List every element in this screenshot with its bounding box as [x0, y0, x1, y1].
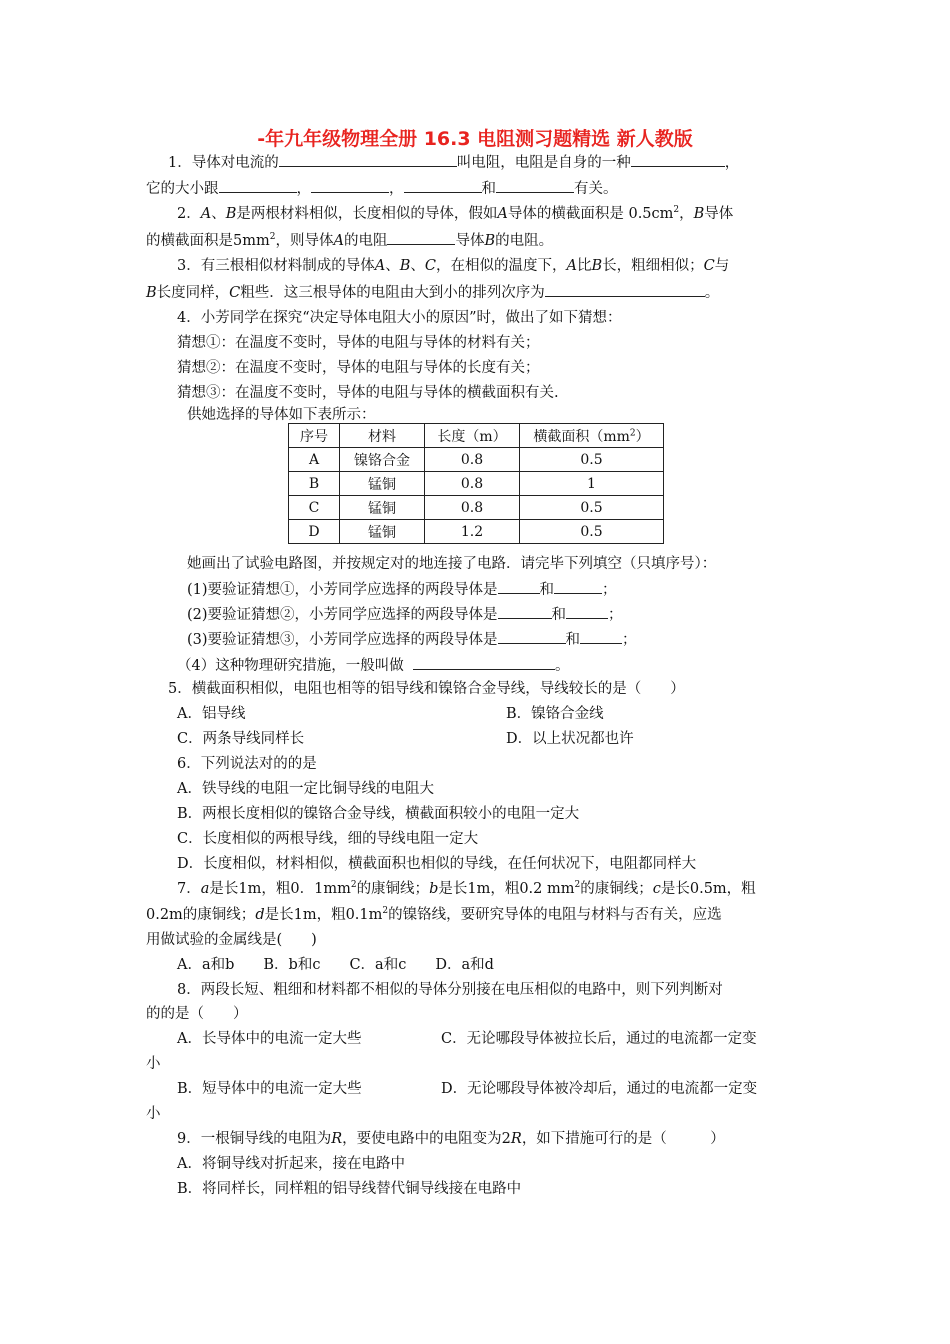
table-header: 横截面积$(mm^2)$ — [520, 424, 664, 448]
table-cell: 0.5 — [520, 520, 664, 544]
table-header: 序号 — [289, 424, 340, 448]
table-row — [289, 448, 664, 472]
q6-option-c: C．长度相似的两根导线，细的导线电阻一定大 — [177, 831, 479, 847]
q5-question: 5．横截面积相似，电阻也相等的铝导线和镍铬合金导线，导线较长的是（ ） — [168, 681, 685, 697]
q1-blank-4[interactable] — [311, 178, 389, 193]
q4-blank-3b[interactable] — [580, 629, 622, 644]
q5-option-a: A．铝导线 — [177, 706, 246, 722]
q7-options: A．a和b B．b和c C．a和c D．a和d — [177, 957, 494, 973]
table-row — [289, 496, 664, 520]
table-cell: 1 — [520, 472, 664, 496]
table-header: 材料 — [340, 424, 425, 448]
page-title: -年九年级物理全册 16.3 电阻测习题精选 新人教版 — [257, 128, 693, 150]
table-header: 长度（m） — [425, 424, 520, 448]
table-cell: 0.5 — [520, 496, 664, 520]
q8-option-d: D．无论哪段导体被冷却后，通过的电流都一定变 — [441, 1081, 758, 1097]
q1-blank-1[interactable] — [279, 152, 457, 167]
q6-option-d: D．长度相似，材料相似，横截面积也相似的导线，在任何状况下，电阻都同样大 — [177, 856, 697, 872]
q3-line2: B长度同样，C粗些．这三根导体的电阻由大到小的排列次序为 。 — [146, 282, 719, 303]
q4-intro: 4．小芳同学在探究“决定导体电阻大小的原因”时，做出了如下猜想： — [177, 310, 622, 326]
q6-option-b: B．两根长度相似的镍铬合金导线，横截面积较小的电阻一定大 — [177, 806, 580, 822]
q1-blank-6[interactable] — [496, 178, 574, 193]
q6-option-a: A．铁导线的电阻一定比铜导线的电阻大 — [177, 781, 434, 797]
q2-line2: 的横截面积是$5mm^2$，则导体A的电阻 导体B的电阻。 — [146, 230, 553, 251]
q9-option-a: A．将铜导线对折起来，接在电路中 — [177, 1156, 405, 1172]
q8-option-d-cont: 小 — [146, 1106, 161, 1122]
q4-blank-3a[interactable] — [498, 629, 566, 644]
table-cell: C — [289, 496, 340, 520]
table-cell: A — [289, 448, 340, 472]
table-cell: 0.8 — [425, 448, 520, 472]
q3-line1: 3．有三根相似材料制成的导体A、B、C，在相似的温度下，A比B长，粗细相似；C与 — [177, 258, 730, 274]
q4-sub-4: （4）这种物理研究措施，一般叫做 。 — [177, 655, 569, 676]
q4-guess-2: 猜想②：在温度不变时，导体的电阻与导体的长度有关； — [177, 360, 540, 376]
table-row — [289, 472, 664, 496]
q8-line1: 8．两段长短、粗细和材料都不相似的导体分别接在电压相似的电路中，则下列判断对 — [177, 982, 723, 998]
q4-blank-4[interactable] — [413, 655, 555, 670]
q1-blank-2[interactable] — [631, 152, 725, 167]
q1-blank-5[interactable] — [404, 178, 482, 193]
q7-line3: 用做试验的金属线是( ) — [146, 932, 317, 948]
q8-option-a: A．长导体中的电流一定大些 — [177, 1031, 362, 1047]
table-row — [289, 520, 664, 544]
q1-blank-3[interactable] — [219, 178, 297, 193]
table-cell: 镍铬合金 — [340, 448, 425, 472]
q5-option-c: C．两条导线同样长 — [177, 731, 305, 747]
q4-sub-1: (1)要验证猜想①，小芳同学应选择的两段导体是 和 ； — [187, 579, 617, 600]
q3-blank[interactable] — [545, 282, 705, 297]
q9-question: 9．一根铜导线的电阻为R，要使电路中的电阻变为2R，如下措施可行的是（ ） — [177, 1131, 725, 1147]
q4-table-intro: 供她选择的导体如下表所示： — [187, 407, 376, 423]
table-cell: 0.8 — [425, 472, 520, 496]
q8-option-b: B．短导体中的电流一定大些 — [177, 1081, 362, 1097]
q4-guess-3: 猜想③：在温度不变时，导体的电阻与导体的横截面积有关. — [177, 385, 559, 401]
q1-line2: 它的大小跟 ， ， 和 有关。 — [146, 178, 618, 199]
table-cell: 锰铜 — [340, 472, 425, 496]
q5-option-b: B．镍铬合金线 — [506, 706, 604, 722]
table-cell: 锰铜 — [340, 520, 425, 544]
table-cell: B — [289, 472, 340, 496]
table-cell: 1.2 — [425, 520, 520, 544]
q5-option-d: D．以上状况都也许 — [506, 731, 634, 747]
q4-guess-1: 猜想①：在温度不变时，导体的电阻与导体的材料有关； — [177, 335, 540, 351]
q4-blank-1b[interactable] — [554, 579, 602, 594]
q4-sub-2: (2)要验证猜想②，小芳同学应选择的两段导体是 和 ； — [187, 604, 623, 625]
table-cell: D — [289, 520, 340, 544]
table-cell: 0.5 — [520, 448, 664, 472]
table-cell: 锰铜 — [340, 496, 425, 520]
q4-sub-3: (3)要验证猜想③，小芳同学应选择的两段导体是 和 ； — [187, 629, 637, 650]
table-cell: 0.8 — [425, 496, 520, 520]
q4-after: 她画出了试验电路图，并按规定对的地连接了电路．请完毕下列填空（只填序号）： — [187, 556, 717, 572]
q8-line2: 的的是（ ） — [146, 1006, 248, 1022]
q9-option-b: B．将同样长，同样粗的铝导线替代铜导线接在电路中 — [177, 1181, 522, 1197]
q2-blank[interactable] — [387, 230, 455, 245]
q2-line1: 2．A、B是两根材料相似，长度相似的导体，假如A导体的横截面积是 $0.5cm^2$，B导体 — [177, 205, 734, 222]
q1-line1: 1．导体对电流的 叫电阻，电阻是自身的一种 ， — [168, 152, 739, 173]
q4-blank-2b[interactable] — [566, 604, 608, 619]
q8-option-c: C．无论哪段导体被拉长后，通过的电流都一定变 — [441, 1031, 757, 1047]
conductor-table — [288, 423, 664, 544]
q8-option-c-cont: 小 — [146, 1056, 161, 1072]
q7-line1: 7．a是长1m，粗0．$1mm^2$的康铜线；b是长1m，粗0.2 $mm^2$的康铜线；c是长0.5m，粗 — [177, 880, 756, 897]
q6-question: 6．下列说法对的的是 — [177, 756, 317, 772]
q4-blank-2a[interactable] — [498, 604, 552, 619]
q4-blank-1a[interactable] — [498, 579, 540, 594]
table-header-row — [289, 424, 664, 448]
q7-line2: 0.2m的康铜线；d是长1m，粗$0.1m^2$的镍铬线，要研究导体的电阻与材料与否有关，应选 — [146, 906, 722, 923]
